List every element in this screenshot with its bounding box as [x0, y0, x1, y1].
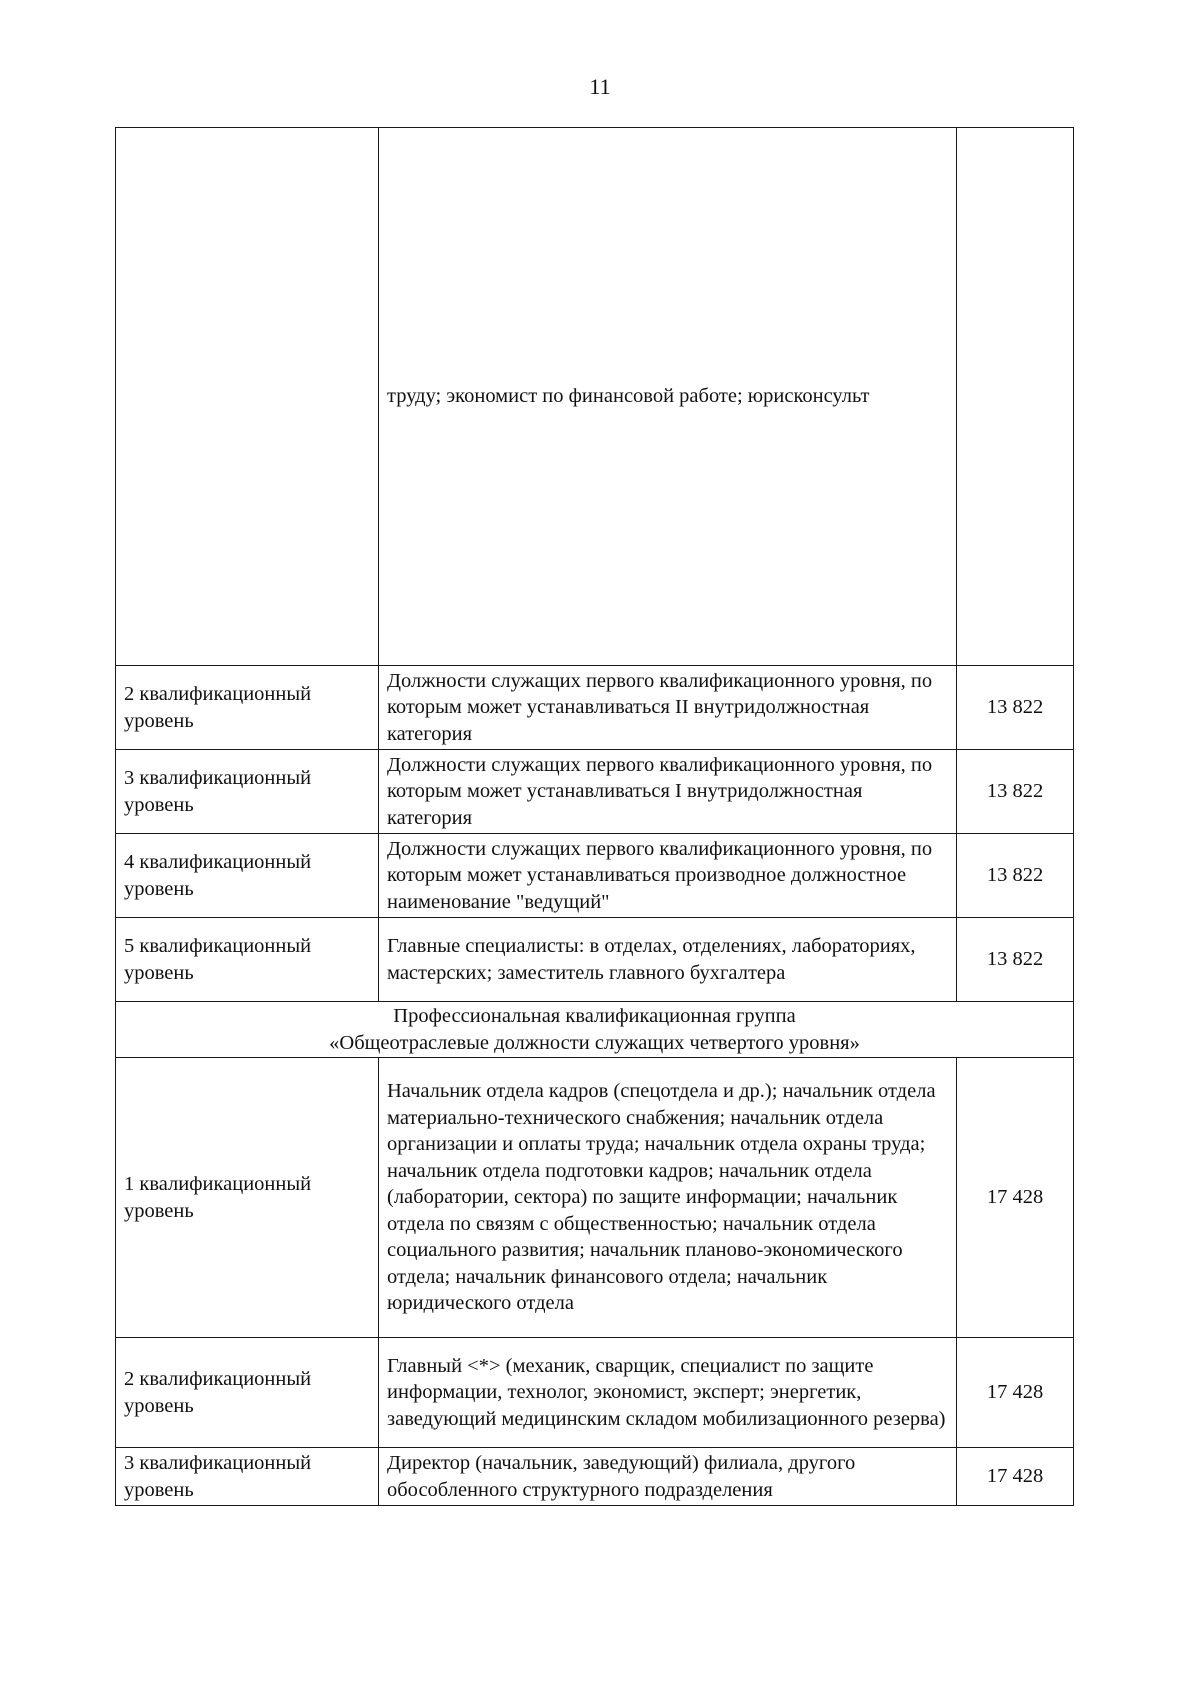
level-cell: 4 квалификационный уровень — [116, 834, 379, 918]
level-cell — [116, 128, 379, 666]
description-cell: Директор (начальник, заведующий) филиала, другого обособленного структурного подразделения — [379, 1448, 957, 1506]
group-title-line2: «Общеотраслевые должности служащих четвертого уровня» — [329, 1031, 860, 1054]
salary-cell: 13 822 — [957, 918, 1074, 1002]
table-row — [116, 750, 1074, 834]
description-cell: Главный <*> (механик, сварщик, специалист по защите информации, технолог, экономист, эксперт; энергетик, заведующий медицинским складом мобилизационного резерва) — [379, 1338, 957, 1448]
salary-cell: 13 822 — [957, 834, 1074, 918]
page-number: 11 — [589, 74, 611, 99]
description-cell: Должности служащих первого квалификационного уровня, по которым может устанавливаться I внутридолжностная категория — [379, 750, 957, 834]
description-cell: Начальник отдела кадров (спецотдела и др.); начальник отдела материально-технического снабжения; начальник отдела организации и оплаты труда; начальник отдела охраны труда; начальник отдела подготовки кадров; начальник отдела (лаборатории, сектора) по защите информации; начальник отдела по связям с общественностью; начальник отдела социального развития; начальник планово-экономического отдела; начальник финансового отдела; начальник юридического отдела — [379, 1058, 957, 1338]
table-row — [116, 918, 1074, 1002]
description-cell: Главные специалисты: в отделах, отделениях, лабораториях, мастерских; заместитель главного бухгалтера — [379, 918, 957, 1002]
table-row — [116, 1448, 1074, 1506]
description-cell: труду; экономист по финансовой работе; юрисконсульт — [379, 128, 957, 666]
level-cell: 5 квалификационный уровень — [116, 918, 379, 1002]
level-cell: 2 квалификационный уровень — [116, 666, 379, 750]
group-title-line1: Профессиональная квалификационная группа — [393, 1005, 796, 1027]
salary-table — [115, 127, 1074, 1506]
group-header-row — [116, 1002, 1074, 1058]
table-row — [116, 1338, 1074, 1448]
level-cell: 1 квалификационный уровень — [116, 1058, 379, 1338]
level-cell: 3 квалификационный уровень — [116, 750, 379, 834]
salary-cell: 13 822 — [957, 666, 1074, 750]
table-row — [116, 1058, 1074, 1338]
salary-cell: 17 428 — [957, 1338, 1074, 1448]
description-cell: Должности служащих первого квалификационного уровня, по которым может устанавливаться II внутридолжностная категория — [379, 666, 957, 750]
table-row — [116, 834, 1074, 918]
group-header — [116, 1002, 1074, 1058]
description-cell: Должности служащих первого квалификационного уровня, по которым может устанавливаться производное должностное наименование "ведущий" — [379, 834, 957, 918]
salary-cell — [957, 128, 1074, 666]
level-cell: 2 квалификационный уровень — [116, 1338, 379, 1448]
salary-cell: 17 428 — [957, 1058, 1074, 1338]
salary-cell: 17 428 — [957, 1448, 1074, 1506]
table-row — [116, 128, 1074, 666]
table-row — [116, 666, 1074, 750]
level-cell: 3 квалификационный уровень — [116, 1448, 379, 1506]
salary-cell: 13 822 — [957, 750, 1074, 834]
